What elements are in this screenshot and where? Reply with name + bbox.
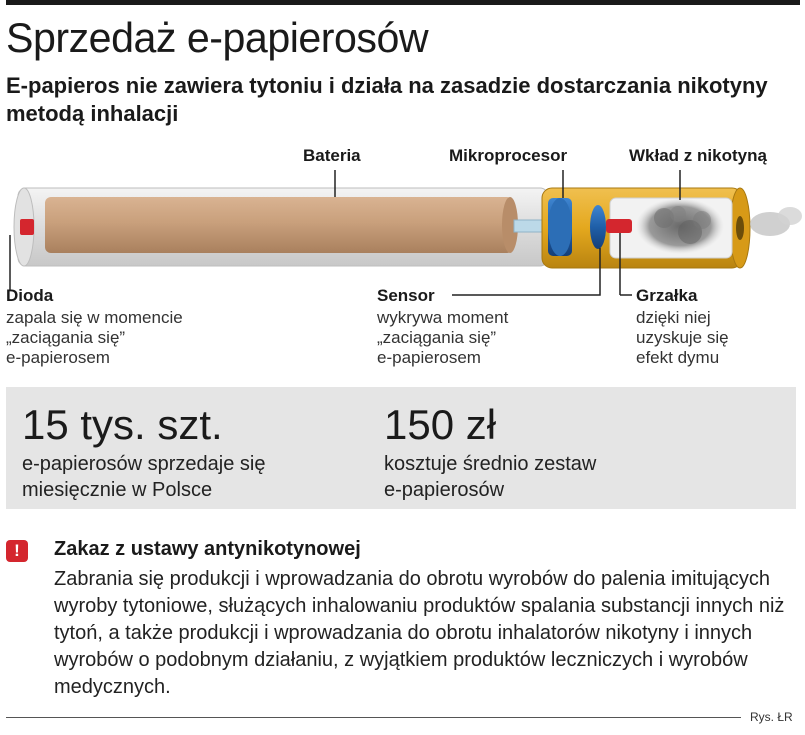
stat-sales-number: 15 tys. szt.: [22, 401, 223, 448]
cartridge-end-hole: [736, 216, 744, 240]
sensor-description: wykrywa moment „zaciągania się” e-papierosem: [377, 308, 509, 367]
e-cigarette-diagram: [0, 140, 805, 380]
warning-icon: !: [6, 540, 28, 562]
cartridge-label: Wkład z nikotyną: [629, 146, 767, 165]
heater-description: dzięki niej uzyskuje się efekt dymu: [636, 308, 729, 367]
stat-price-number: 150 zł: [384, 401, 497, 448]
heater: [606, 219, 632, 233]
diode-label: Dioda: [6, 286, 54, 305]
warning-title: Zakaz z ustawy antynikotynowej: [54, 538, 361, 560]
stat-sales-text: e-papierosów sprzedaje się miesięcznie w Polsce: [22, 453, 266, 501]
page-title: Sprzedaż e-papierosów: [6, 14, 429, 61]
sensor-label: Sensor: [377, 286, 435, 305]
stat-price-text: kosztuje średnio zestaw e-papierosów: [384, 453, 597, 501]
diode-description: zapala się w momencie „zaciągania się” e-papierosem: [6, 308, 183, 367]
page-subtitle: E-papieros nie zawiera tytoniu i działa na zasadzie dostarczania nikotyny metodą inhalacji: [6, 73, 768, 126]
warning-body: Zabrania się produkcji i wprowadzania do obrotu wyrobów do palenia imitujących wyroby tytoniowe, służących inhalowaniu produktów spalania substancji innych niż tytoń, a także produkcji i wprowadzania do obrotu inhalatorów nikotyny i innych wyrobów o podobnym działaniu, z wyjątkiem produktów leczniczych i wyrobów medycznych.: [54, 568, 785, 698]
microprocessor-face: [548, 198, 572, 256]
stats-panel: [6, 387, 796, 509]
battery-label: Bateria: [303, 146, 361, 165]
credit: Rys. ŁR: [750, 710, 793, 724]
microprocessor-label: Mikroprocesor: [449, 146, 568, 165]
diode: [20, 219, 34, 235]
top-rule: [6, 0, 800, 5]
heater-label: Grzałka: [636, 286, 698, 305]
sensor: [590, 205, 606, 249]
bottom-rule: [6, 717, 741, 718]
battery: [45, 197, 513, 253]
